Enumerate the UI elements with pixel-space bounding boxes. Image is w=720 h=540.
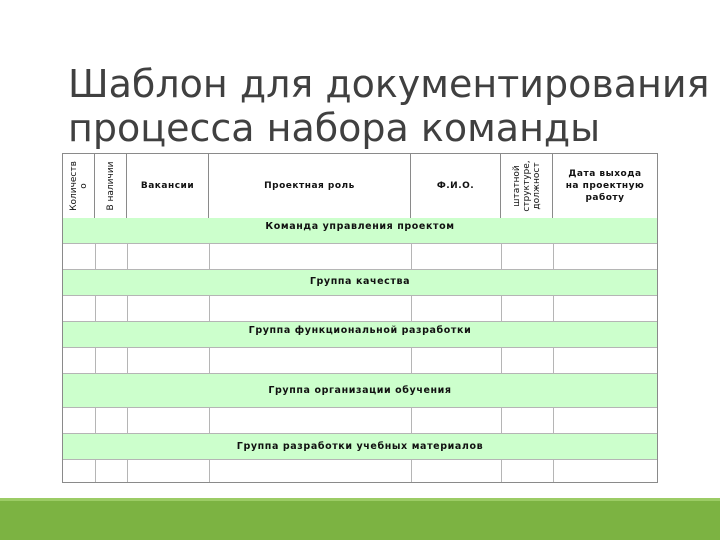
header-cell-start-date <box>553 154 657 218</box>
header-available-label: В наличии <box>105 161 116 211</box>
team-template-table <box>62 153 658 483</box>
slide-title <box>68 62 710 150</box>
group-label: Группа организации обучения <box>268 385 452 396</box>
table-row <box>63 460 657 482</box>
table-row <box>63 244 657 270</box>
header-cell-position <box>501 154 553 218</box>
group-row <box>63 434 657 460</box>
slide-title-line2: процесса набора команды <box>68 106 601 150</box>
footer-bar <box>0 498 720 540</box>
header-start-date-label: Дата выхода на проектную работу <box>565 169 645 203</box>
header-name-label: Ф.И.О. <box>436 181 475 191</box>
header-cell-count <box>63 154 95 218</box>
header-role-label: Проектная роль <box>264 181 355 191</box>
group-label: Группа качества <box>309 276 411 287</box>
header-cell-vacancies <box>127 154 209 218</box>
header-cell-role <box>209 154 411 218</box>
table-row <box>63 348 657 374</box>
group-label: Группа функциональной разработки <box>248 325 472 336</box>
group-label: Команда управления проектом <box>265 221 455 232</box>
group-row <box>63 218 657 244</box>
group-row <box>63 270 657 296</box>
header-cell-name <box>411 154 501 218</box>
group-row <box>63 374 657 408</box>
table-row <box>63 408 657 434</box>
table-row <box>63 296 657 322</box>
group-label: Группа разработки учебных материалов <box>236 441 484 452</box>
header-vacancies-label: Вакансии <box>140 181 195 191</box>
header-cell-available <box>95 154 127 218</box>
footer-accent-line <box>0 498 720 501</box>
table-header-row <box>63 154 657 219</box>
header-count-label: Количеств о <box>68 161 89 211</box>
header-position-label: штатной структуре, должност <box>511 160 542 212</box>
group-row <box>63 322 657 348</box>
slide-title-line1: Шаблон для документирования <box>68 62 710 106</box>
